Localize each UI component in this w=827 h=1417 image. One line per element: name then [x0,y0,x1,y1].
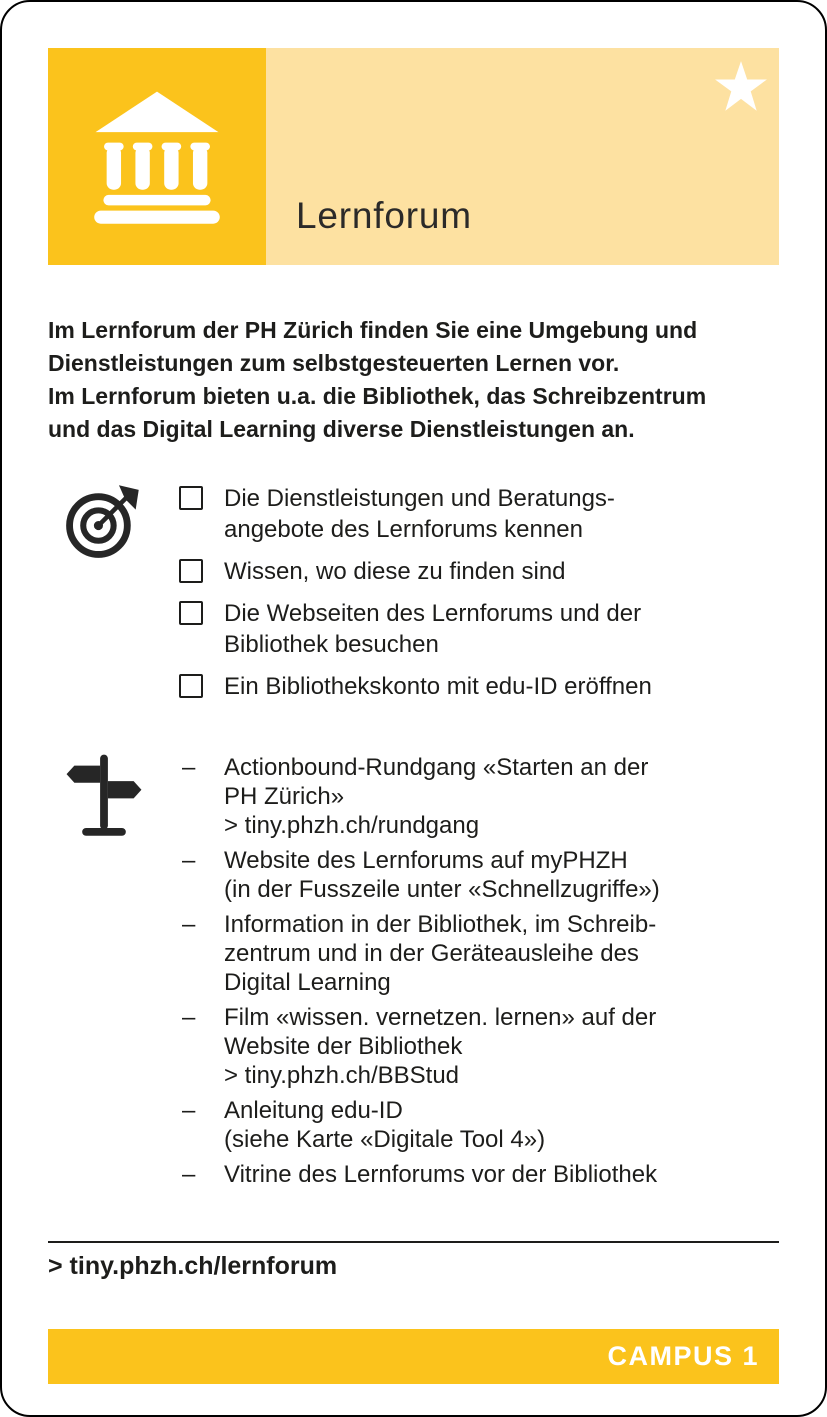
checklist-text [224,556,566,587]
goals-list [179,483,779,713]
footer-link[interactable]: > tiny.phzh.ch/lernforum [48,1252,338,1280]
resource-line: zentrum und in der Geräteausleihe des [224,940,639,967]
checklist-line: Bibliothek besuchen [224,631,439,658]
resource-line: Anleitung edu-ID [224,1097,403,1124]
star-icon [714,61,768,113]
resource-item [179,1003,779,1090]
intro-text [48,314,779,446]
intro-line: Dienstleistungen zum selbstgesteuerten Lernen vor. [48,350,620,376]
resource-line: Vitrine des Lernforums vor der Bibliothek [224,1161,658,1188]
campus-bar [48,1329,779,1384]
resource-item [179,1096,779,1154]
intro-line: und das Digital Learning diverse Dienstleistungen an. [48,416,635,442]
bank-building-icon [91,89,223,225]
dash-marker: – [182,847,196,874]
checklist-text [224,483,615,545]
checklist-item [179,483,779,545]
signpost-icon [65,753,143,839]
resource-text [224,1160,657,1189]
page-title: Lernforum [296,195,472,236]
resource-item [179,910,779,997]
resource-text [224,1096,545,1154]
checklist-text [224,598,641,660]
dash-marker: – [182,1004,196,1031]
resource-link[interactable]: > tiny.phzh.ch/BBStud [224,1062,460,1089]
goals-section [48,483,779,713]
dash-marker: – [182,1097,196,1124]
goals-icon-column [48,483,179,713]
resource-text [224,846,660,904]
header-title-area [266,48,779,265]
checklist-line: Die Dienstleistungen und Beratungs- [224,485,615,512]
checklist-item [179,556,779,587]
intro-line: Im Lernforum bieten u.a. die Bibliothek, das Schreibzentrum [48,383,707,409]
checklist-item [179,598,779,660]
resource-line: (in der Fusszeile unter «Schnellzugriffe») [224,876,660,903]
resource-line: Information in der Bibliothek, im Schreib- [224,911,657,938]
checkbox[interactable] [179,674,203,698]
dash-marker: – [182,754,196,781]
footer-divider [48,1241,779,1243]
resource-line: Actionbound-Rundgang «Starten an der [224,754,649,781]
intro-line: Im Lernforum der PH Zürich finden Sie eine Umgebung und [48,317,698,343]
checklist-item [179,671,779,702]
resource-line: (siehe Karte «Digitale Tool 4») [224,1126,546,1153]
resources-section [48,753,779,1195]
checklist-line: Ein Bibliothekskonto mit edu-ID eröffnen [224,673,652,700]
checklist-line: Wissen, wo diese zu finden sind [224,558,566,585]
resource-text [224,753,648,840]
resource-line: PH Zürich» [224,783,345,810]
resource-line: Website der Bibliothek [224,1033,463,1060]
campus-label: CAMPUS 1 [607,1341,759,1371]
resource-text [224,910,656,997]
resource-link[interactable]: > tiny.phzh.ch/rundgang [224,812,480,839]
resources-icon-column [48,753,179,1195]
card-header [48,48,779,265]
target-icon [65,483,141,559]
checklist-line: Die Webseiten des Lernforums und der [224,600,642,627]
resource-item [179,1160,779,1189]
resource-item [179,846,779,904]
checklist-line: angebote des Lernforums kennen [224,516,583,543]
checklist-text [224,671,652,702]
checkbox[interactable] [179,559,203,583]
checkbox[interactable] [179,486,203,510]
resource-item [179,753,779,840]
header-icon-tile [48,48,266,265]
resource-line: Website des Lernforums auf myPHZH [224,847,628,874]
dash-marker: – [182,1161,196,1188]
dash-marker: – [182,911,196,938]
resource-text [224,1003,656,1090]
resources-list [179,753,779,1195]
resource-line: Digital Learning [224,969,391,996]
resource-line: Film «wissen. vernetzen. lernen» auf der [224,1004,657,1031]
checkbox[interactable] [179,601,203,625]
